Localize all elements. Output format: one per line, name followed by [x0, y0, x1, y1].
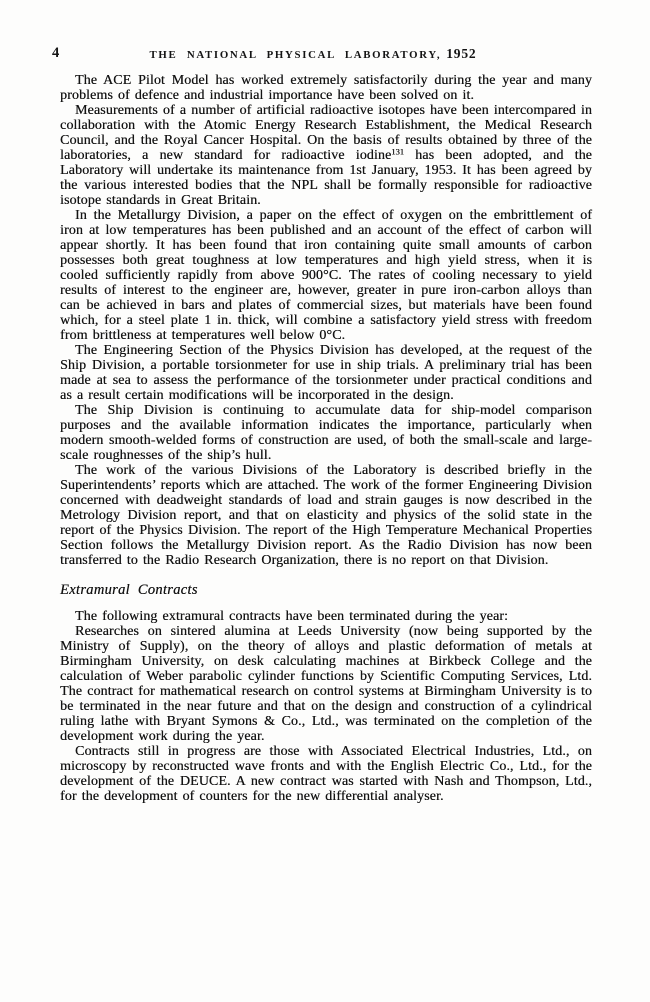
paragraph-divisions-reports: The work of the various Divisions of the Laboratory is described briefly in the Superintendents’ reports which are attached. The work of the former Engineering Division concerned with deadweight standards of load and strain gauges is now described in the Metrology Division report, and that on elasticity and physics of the solid state in the report of the Physics Division. The report of the High Temperature Mechanical Properties Section follows the Metallurgy Division report. As the Radio Division has now been transferred to the Radio Research Organization, there is no report on that Division.: [60, 463, 592, 568]
paragraph-contracts-in-progress: Contracts still in progress are those with Associated Electrical Industries, Ltd., on microscopy by reconstructed wave fronts and with the English Electric Co., Ltd., for the development of the DEUCE. A new contract was started with Nash and Thompson, Ltd., for the development of counters for the new differential analyser.: [60, 744, 592, 804]
paragraph-radioactive-isotopes-rest: has been adopted, and the Laboratory will undertake its maintenance from 1st January, 1953. It has been agreed by the various interested bodies that the NPL shall be formally responsible for radioactive isotope standards in Great Britain.: [60, 148, 592, 208]
running-title-text: THE NATIONAL PHYSICAL LABORATORY,: [149, 49, 442, 61]
paragraph-metallurgy-division: In the Metallurgy Division, a paper on the effect of oxygen on the embrittlement of iron at low temperatures has been published and an account of the effect of carbon will appear shortly. It has been found that iron containing quite small amounts of carbon possesses both great toughness at low temperatures and high yield stress, when it is cooled sufficiently rapidly from above 900°C. The rates of cooling necessary to yield results of interest to the engineer are, however, greater in pure iron-carbon alloys than can be achieved in bars and plates of commercial sizes, but materials have been found which, for a steel plate 1 in. thick, will combine a satisfactory yield stress with freedom from brittleness at temperatures well below 0°C.: [60, 208, 592, 343]
paragraph-engineering-section-torsionmeter: The Engineering Section of the Physics Division has developed, at the request of the Ship Division, a portable torsionmeter for use in ship trials. A preliminary trial has been made at sea to assess the performance of the torsionmeter under practical conditions and as a result certain modifications will be incorporated in the design.: [60, 343, 592, 403]
body-text: [60, 73, 592, 804]
running-title: [47, 45, 579, 63]
paragraph-ace-pilot-model: The ACE Pilot Model has worked extremely satisfactorily during the year and many problems of defence and industrial importance have been solved on it.: [60, 73, 592, 103]
section-heading-extramural-contracts: Extramural Contracts: [60, 582, 198, 598]
iodine-isotope-superscript: 131: [391, 146, 405, 157]
paragraph-radioactive-isotopes: [60, 103, 592, 208]
page-number: 4: [52, 45, 60, 61]
running-title-year: 1952: [446, 46, 477, 61]
paragraph-ship-division: The Ship Division is continuing to accumulate data for ship-model comparison purposes and the available information indicates the importance, particularly when modern smooth-welded forms of construction are used, of both the small-scale and large-scale roughnesses of the ship’s hull.: [60, 403, 592, 463]
paragraph-radioactive-isotopes-lead: Measurements of a number of artificial radioactive isotopes have been intercompared in collaboration with the Atomic Energy Research Establishment, the Medical Research Council, and the Royal Cancer Hospital. On the basis of results obtained by three of the laboratories, a new standard for radioactive iodine: [60, 103, 592, 163]
paragraph-contracts-terminated-list: Researches on sintered alumina at Leeds University (now being supported by the Ministry of Supply), on the theory of alloys and plastic deformation of metals at Birmingham University, on desk calculating machines at Birkbeck College and the calculation of Weber parabolic cylinder functions by Scientific Computing Services, Ltd. The contract for mathematical research on control systems at Birmingham University is to be terminated in the near future and that on the design and construction of a cylindrical ruling lathe with Bryant Symons & Co., Ltd., was terminated on the completion of the development work during the year.: [60, 624, 592, 744]
paragraph-contracts-terminated-intro: The following extramural contracts have been terminated during the year:: [75, 609, 509, 624]
running-head: [52, 45, 592, 62]
